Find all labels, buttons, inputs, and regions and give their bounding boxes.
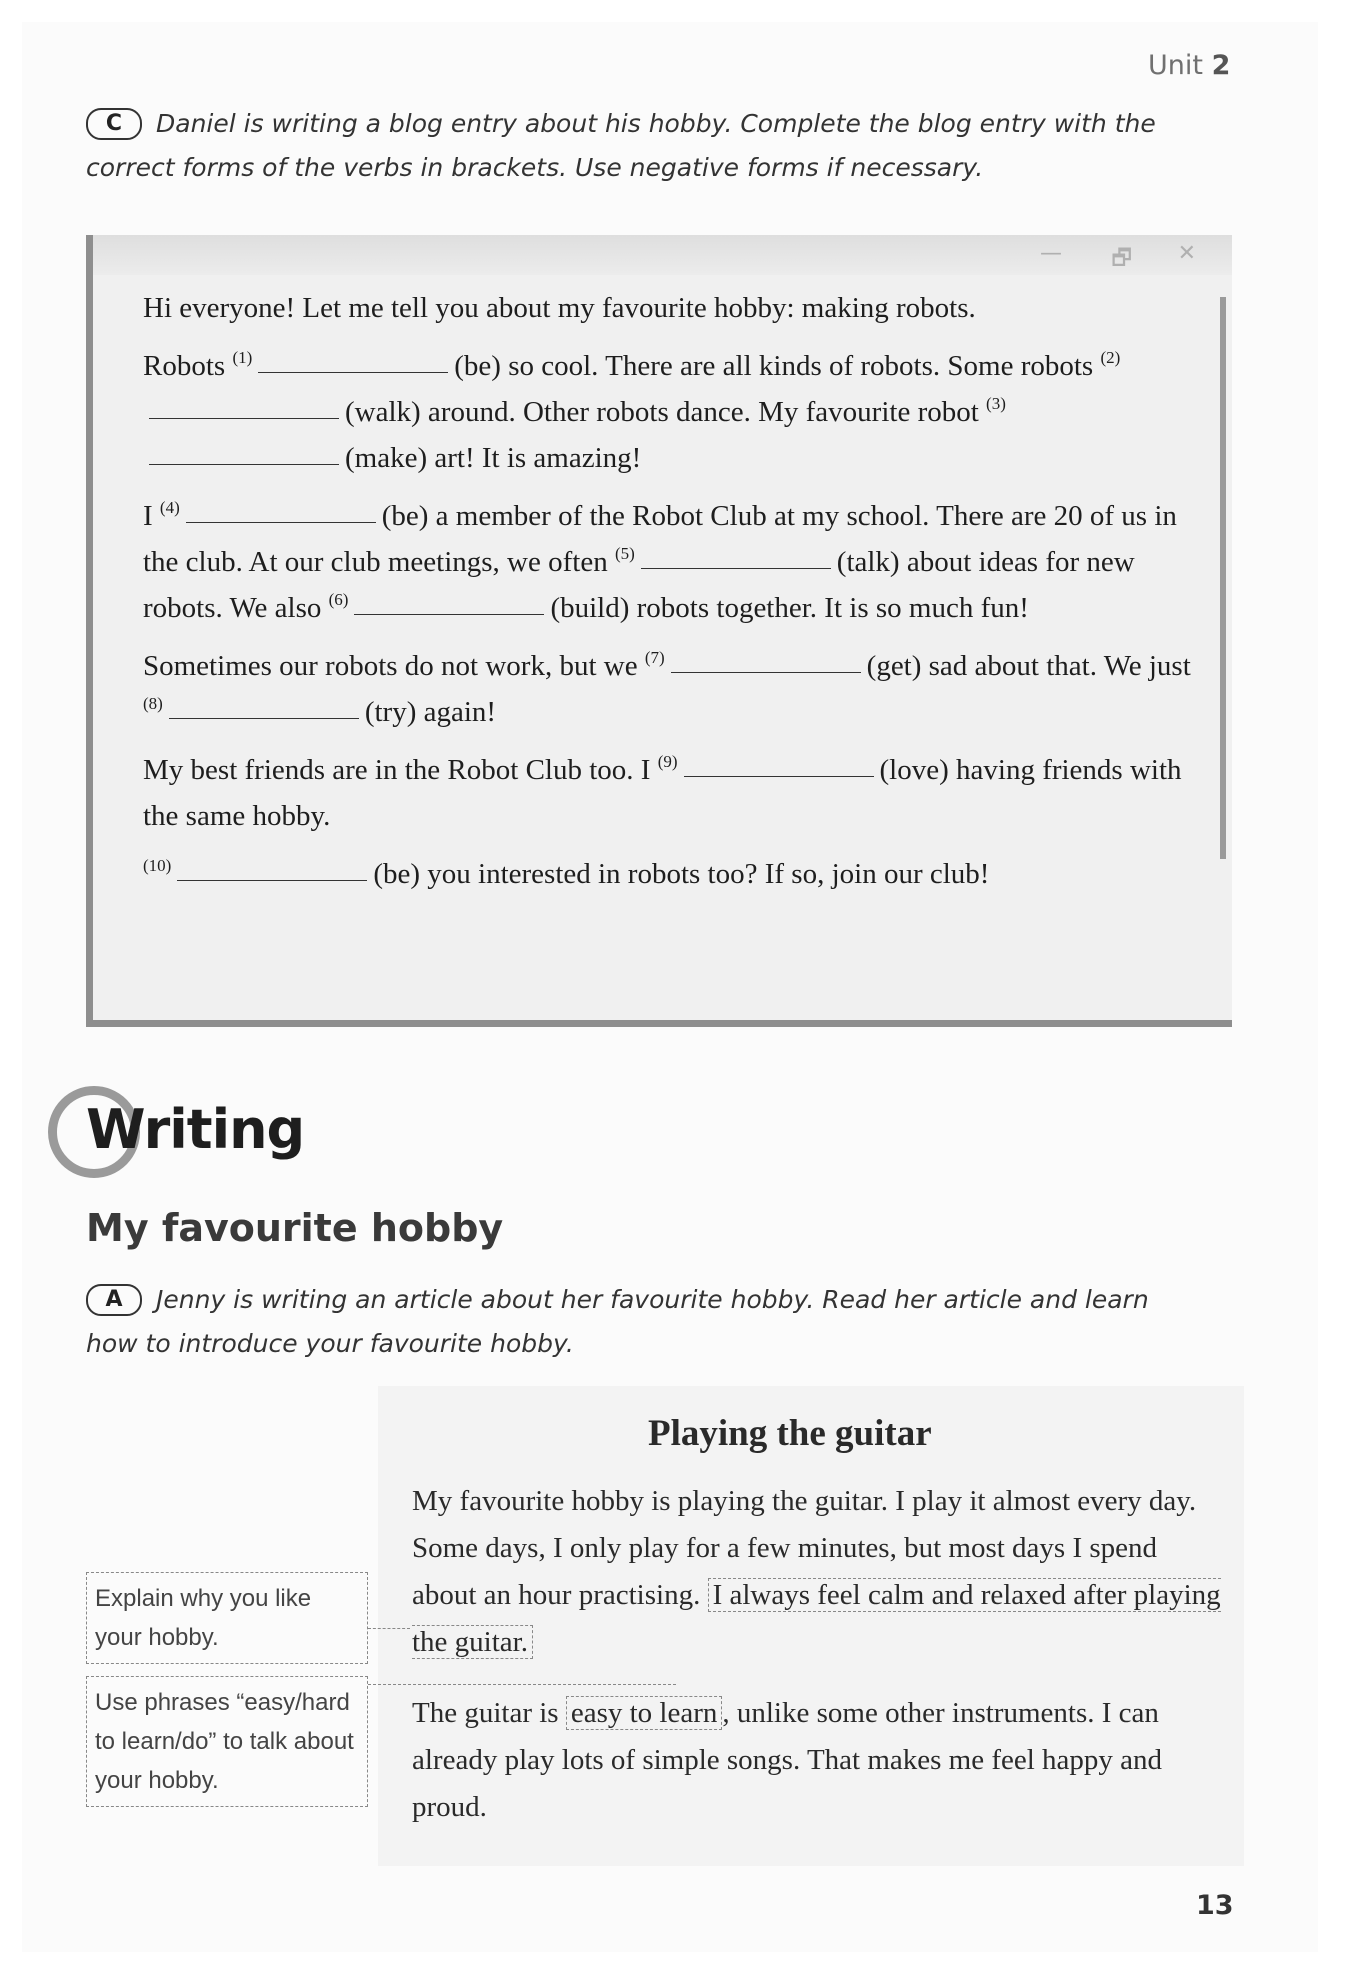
section-title: Writing <box>86 1098 305 1161</box>
exercise-c-instruction: C Daniel is writing a blog entry about his hobby. Complete the blog entry with the correct forms of the verbs in brackets. Use negative forms if necessary. <box>86 109 1156 182</box>
blog-paragraph-6: $^{(10)}$ (be) you interested in robots too? If so, join our club! <box>143 856 990 890</box>
unit-label: Unit 2 <box>1148 50 1231 81</box>
answer-blank-8[interactable] <box>169 717 359 719</box>
answer-blank-5[interactable] <box>641 567 831 569</box>
answer-blank-1[interactable] <box>258 371 448 373</box>
exercise-a-badge: A <box>86 1284 142 1316</box>
answer-blank-9[interactable] <box>684 775 874 777</box>
unit-number: 2 <box>1211 50 1231 81</box>
answer-blank-7[interactable] <box>671 671 861 673</box>
answer-blank-10[interactable] <box>177 879 367 881</box>
note-1-connector <box>368 1628 410 1629</box>
blog-paragraph-4: Sometimes our robots do not work, but we $^{(7)}$ (get) sad about that. We just $^{(8)}$ (try) again! <box>143 648 1191 728</box>
minimize-icon: — <box>1040 241 1062 266</box>
article-paragraph-2: The guitar is easy to learn , unlike some other instruments. I can already play lots of simple songs. That makes me feel happy and proud. <box>412 1697 1163 1823</box>
exercise-c-badge: C <box>86 108 142 140</box>
answer-blank-2[interactable] <box>149 417 339 419</box>
close-icon: ✕ <box>1177 241 1196 266</box>
highlight-easy-to-learn: easy to learn <box>566 1696 723 1730</box>
blog-line-1: Hi everyone! Let me tell you about my favourite hobby: making robots. <box>143 292 976 324</box>
article-paragraph-1: My favourite hobby is playing the guitar. I play it almost every day. Some days, I only play for a few minutes, but most days I spend about an hour practising. I always feel calm and relaxed after playing the guitar. <box>412 1485 1221 1658</box>
answer-blank-4[interactable] <box>186 521 376 523</box>
exercise-a-instruction: A Jenny is writing an article about her favourite hobby. Read her article and learn how to introduce your favourite hobby. <box>86 1285 1149 1358</box>
blog-entry-window <box>86 235 1232 1027</box>
scrollbar <box>1220 297 1226 859</box>
blog-paragraph-2: Robots $^{(1)}$ (be) so cool. There are all kinds of robots. Some robots $^{(2)}$(walk) around. Other robots dance. My favourite robot $^{(3)}$(make) art! It is amazing! <box>143 348 1121 474</box>
restore-icon: 🗗 <box>1111 246 1132 271</box>
tip-note-2: Use phrases “easy/hard to learn/do” to talk about your hobby. <box>86 1676 368 1807</box>
highlight-feel: I always feel calm and relaxed after playing the guitar. <box>412 1579 1221 1658</box>
blog-paragraph-5: My best friends are in the Robot Club too. I $^{(9)}$ (love) having friends with the same hobby. <box>143 752 1182 832</box>
blog-paragraph-3: I $^{(4)}$ (be) a member of the Robot Club at my school. There are 20 of us in the club. At our club meetings, we often $^{(5)}$ (talk) about ideas for new robots. We also $^{(6)}$ (build) robots together. It is so much fun! <box>143 498 1177 624</box>
page-number: 13 <box>1196 1890 1234 1921</box>
answer-blank-6[interactable] <box>354 613 544 615</box>
window-titlebar <box>93 235 1232 275</box>
note-2-connector <box>368 1684 676 1685</box>
section-subtitle: My favourite hobby <box>86 1206 504 1250</box>
tip-note-1: Explain why you like your hobby. <box>86 1572 368 1664</box>
answer-blank-3[interactable] <box>149 463 339 465</box>
blog-entry-text <box>143 285 1193 909</box>
article-title: Playing the guitar <box>648 1413 932 1454</box>
